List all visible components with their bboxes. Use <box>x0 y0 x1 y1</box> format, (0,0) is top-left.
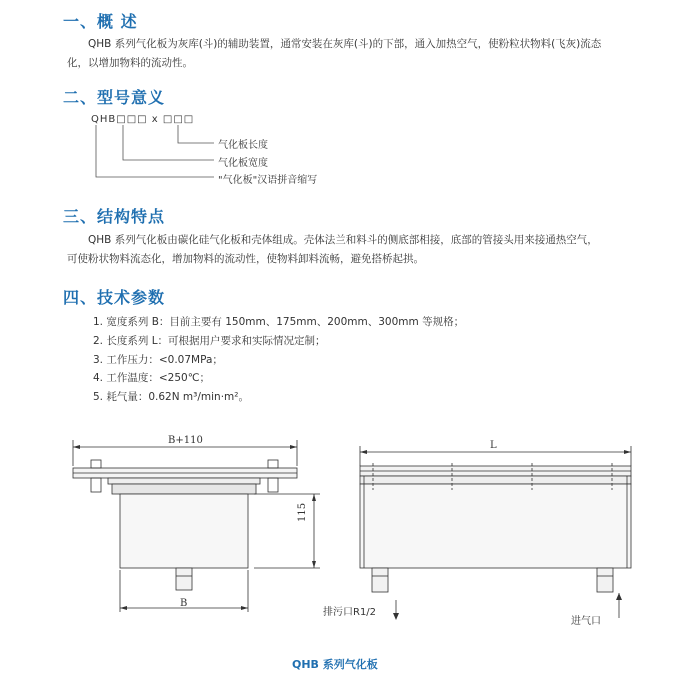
inlet-arrow <box>616 593 622 600</box>
section-heading-overview: 一、概 述 <box>63 12 138 31</box>
spec-item-pressure: 3. 工作压力：<0.07MPa； <box>93 354 223 366</box>
front-bolt-right-bottom <box>268 478 278 492</box>
overview-text-line2: 化，以增加物料的流动性。 <box>67 57 193 69</box>
front-body <box>120 494 248 568</box>
figure-caption: QHB 系列气化板 <box>292 658 378 671</box>
structure-text-line1: QHB 系列气化板由碳化硅气化板和壳体组成。壳体法兰和料斗的侧底部相接，底部的管接头用来接通热空气， <box>88 234 598 246</box>
front-bolt-left-top <box>91 460 101 468</box>
section-heading-model: 二、型号意义 <box>63 88 166 107</box>
drain-arrow <box>393 613 399 620</box>
front-bolt-left-bottom <box>91 478 101 492</box>
side-drain-pipe <box>372 568 388 592</box>
section-heading-structure: 三、结构特点 <box>63 207 166 226</box>
dim-label-l: L <box>490 440 497 451</box>
spec-item-length: 2. 长度系列 L：可根据用户要求和实际情况定制； <box>93 335 326 347</box>
dim-label-b: B <box>180 598 188 609</box>
structure-text-line2: 可使粉状物料流态化，增加物料的流动性，使物料卸料流畅，避免搭桥起拱。 <box>67 253 424 265</box>
model-label-length: 气化板长度 <box>218 140 268 151</box>
spec-item-temperature: 4. 工作温度：<250℃； <box>93 372 210 384</box>
spec-item-width: 1. 宽度系列 B：目前主要有 150mm、175mm、200mm、300mm 等规格； <box>93 316 465 328</box>
drain-port-label: 排污口R1/2 <box>323 607 377 618</box>
model-label-abbr: "气化板"汉语拼音缩写 <box>218 175 318 186</box>
front-outlet-pipe <box>176 568 192 590</box>
overview-text-line1: QHB 系列气化板为灰库(斗)的辅助装置，通常安装在灰库(斗)的下部，通入加热空气，使粉粒状物料(飞灰)流态 <box>88 38 602 50</box>
model-code: QHB□□□ x □□□ <box>91 114 195 125</box>
dim-label-height: 115 <box>297 502 308 522</box>
dim-label-b-plus-110: B+110 <box>168 435 203 446</box>
front-bolt-right-top <box>268 460 278 468</box>
spec-item-air-consumption: 5. 耗气量：0.62N m³/min·m²。 <box>93 391 249 403</box>
inlet-port-label: 进气口 <box>571 616 601 627</box>
side-body <box>360 484 631 568</box>
side-inlet-pipe <box>597 568 613 592</box>
model-label-width: 气化板宽度 <box>218 158 268 169</box>
front-gas-plate <box>112 484 256 494</box>
section-heading-specs: 四、技术参数 <box>63 288 166 307</box>
